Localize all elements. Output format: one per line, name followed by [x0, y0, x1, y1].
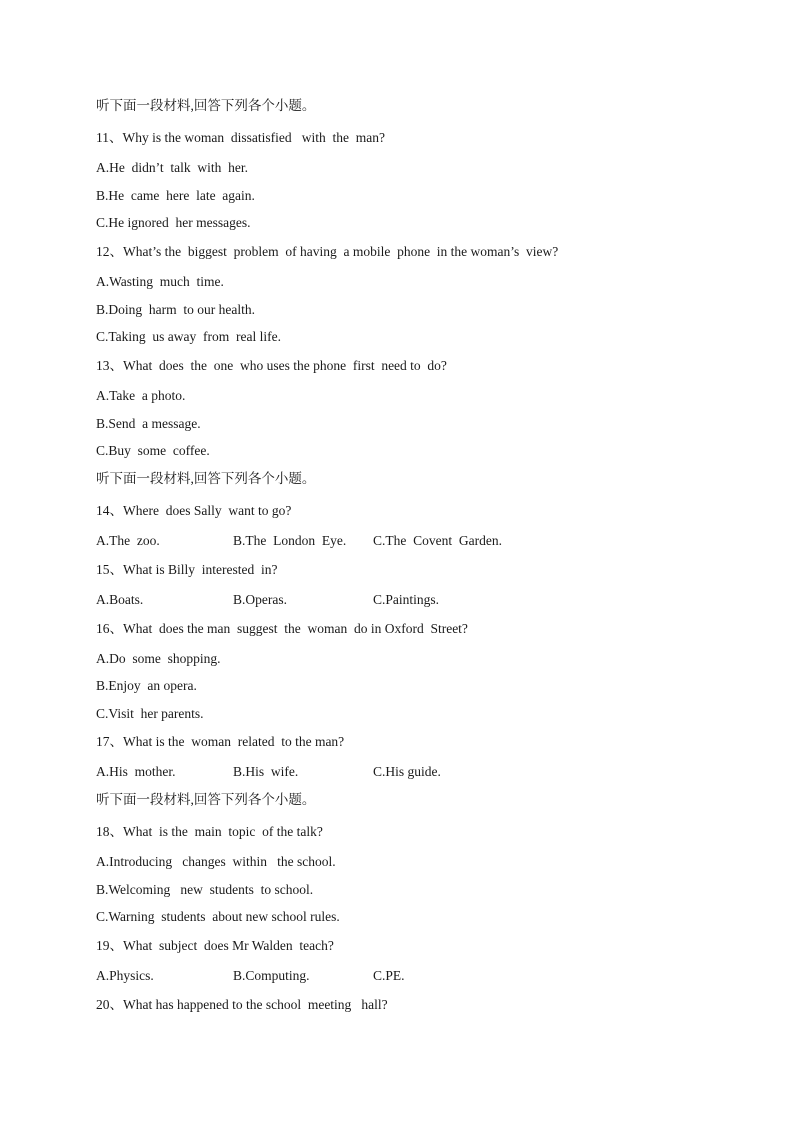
- section-instruction: 听下面一段材料,回答下列各个小题。: [96, 792, 316, 807]
- option-15-a: A.Boats.: [96, 592, 144, 607]
- option-15-b: B.Operas.: [233, 592, 287, 607]
- question-16: 16、What does the man suggest the woman do in Oxford Street?: [96, 621, 468, 636]
- option-11-b: B.He came here late again.: [96, 188, 255, 203]
- option-19-c: C.PE.: [373, 968, 405, 983]
- option-16-a: A.Do some shopping.: [96, 651, 221, 666]
- section-instruction: 听下面一段材料,回答下列各个小题。: [96, 471, 316, 486]
- option-12-b: B.Doing harm to our health.: [96, 302, 255, 317]
- option-17-a: A.His mother.: [96, 764, 176, 779]
- option-14-c: C.The Covent Garden.: [373, 533, 502, 548]
- option-11-c: C.He ignored her messages.: [96, 215, 251, 230]
- options-14: [96, 533, 696, 549]
- option-18-a: A.Introducing changes within the school.: [96, 854, 336, 869]
- option-19-b: B.Computing.: [233, 968, 310, 983]
- option-13-a: A.Take a photo.: [96, 388, 186, 403]
- question-17: 17、What is the woman related to the man?: [96, 734, 345, 749]
- option-11-a: A.He didn’t talk with her.: [96, 160, 248, 175]
- question-11: 11、Why is the woman dissatisfied with the man?: [96, 130, 385, 145]
- option-14-b: B.The London Eye.: [233, 533, 347, 548]
- options-15: [96, 592, 696, 608]
- option-13-b: B.Send a message.: [96, 416, 201, 431]
- question-12: 12、What’s the biggest problem of having a mobile phone in the woman’s view?: [96, 244, 559, 259]
- option-17-c: C.His guide.: [373, 764, 441, 779]
- option-14-a: A.The zoo.: [96, 533, 160, 548]
- question-14: 14、Where does Sally want to go?: [96, 503, 292, 518]
- option-19-a: A.Physics.: [96, 968, 154, 983]
- option-18-b: B.Welcoming new students to school.: [96, 882, 314, 897]
- option-16-c: C.Visit her parents.: [96, 706, 204, 721]
- option-13-c: C.Buy some coffee.: [96, 443, 210, 458]
- option-18-c: C.Warning students about new school rules.: [96, 909, 340, 924]
- option-15-c: C.Paintings.: [373, 592, 440, 607]
- option-12-a: A.Wasting much time.: [96, 274, 224, 289]
- question-15: 15、What is Billy interested in?: [96, 562, 278, 577]
- question-13: 13、What does the one who uses the phone first need to do?: [96, 358, 447, 373]
- section-instruction: 听下面一段材料,回答下列各个小题。: [96, 98, 316, 113]
- question-19: 19、What subject does Mr Walden teach?: [96, 938, 334, 953]
- question-20: 20、What has happened to the school meeting hall?: [96, 997, 388, 1012]
- option-17-b: B.His wife.: [233, 764, 299, 779]
- options-17: [96, 764, 696, 780]
- question-18: 18、What is the main topic of the talk?: [96, 824, 323, 839]
- option-12-c: C.Taking us away from real life.: [96, 329, 281, 344]
- option-16-b: B.Enjoy an opera.: [96, 678, 197, 693]
- options-19: [96, 968, 696, 984]
